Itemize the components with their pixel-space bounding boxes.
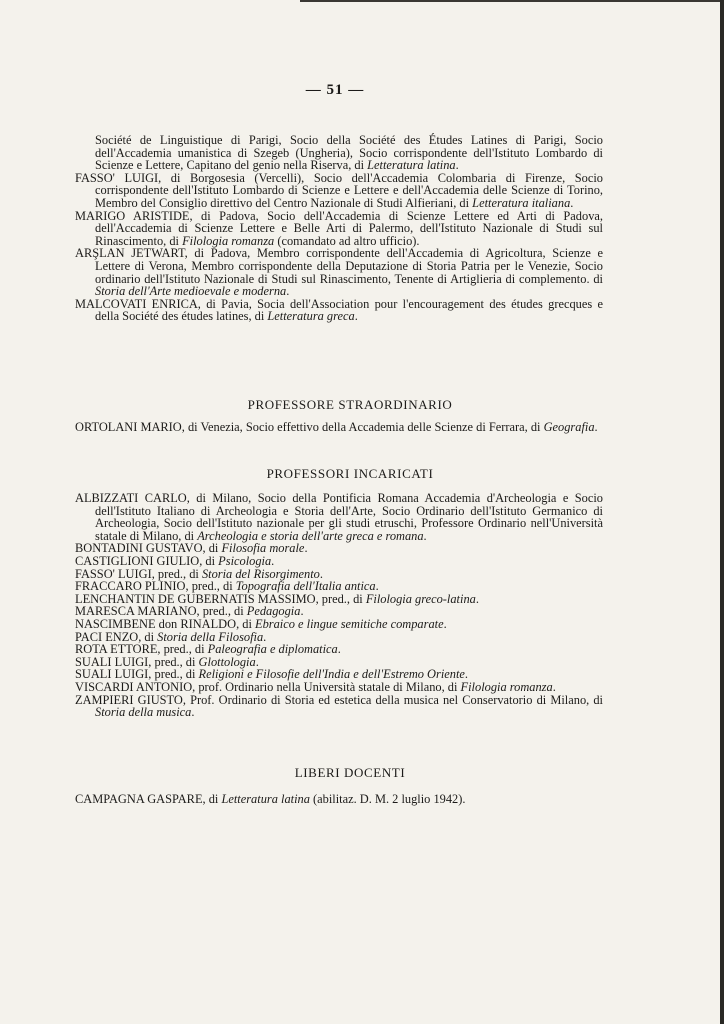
entry-arslan: ARŞLAN JETWART, di Padova, Membro corrispondente dell'Accademia di Agricoltura, Scienze e Lettere di Verona, Membro corrispondente della Deputazione di Storia Patria per le Venezie, Socio ordinario dell'Istituto Nazionale di Studi sul Rinascimento, Tenente di Artiglieria di complemento. di Storia dell'Arte medioevale e moderna.: [75, 246, 603, 299]
entry-nascimbene: NASCIMBENE don RINALDO, di Ebraico e lingue semitiche comparate.: [75, 616, 447, 631]
intro-section: [75, 134, 603, 323]
entry-malcovati: MALCOVATI ENRICA, di Pavia, Socia dell'Association pour l'encouragement des études grecques e della Société des études latines, di Letteratura greca.: [75, 296, 603, 324]
entry-viscardi: VISCARDI ANTONIO, prof. Ordinario nella Università statale di Milano, di Filologia romanza.: [75, 679, 556, 694]
entry-bontadini: BONTADINI GUSTAVO, di Filosofia morale.: [75, 541, 308, 556]
entry-fasso-pred: FASSO' LUIGI, pred., di Storia del Risorgimento.: [75, 566, 323, 581]
entry-zampieri: ZAMPIERI GIUSTO, Prof. Ordinario di Storia ed estetica della musica nel Conservatorio di Milano, di Storia della musica.: [75, 692, 603, 720]
page-number: — 51 —: [305, 82, 365, 98]
entry-fraccaro: FRACCARO PLINIO, pred., di Topografia dell'Italia antica.: [75, 579, 379, 594]
entry-paci: PACI ENZO, di Storia della Filosofia.: [75, 629, 267, 644]
entry-albizzati: ALBIZZATI CARLO, di Milano, Socio della Pontificia Romana Accademia d'Archeologia e Socio dell'Istituto Italiano di Archeologia e Storia dell'Arte, Socio Ordinario dell'Istituto Germanico di Archeologia, Socio dell'Istituto nazionale per gli studi etruschi, Professore Ordinario nell'Università statale di Milano, di Archeologia e storia dell'arte greca e romana.: [75, 491, 603, 543]
entry-marigo: MARIGO ARISTIDE, di Padova, Socio dell'Accademia di Scienze Lettere ed Arti di Padova, dell'Accademia di Scienze Lettere e Belle Arti di Palermo, dell'Istituto Nazionale di Studi sul Rinascimento, di Filologia romanza (comandato ad altro ufficio).: [75, 208, 603, 248]
entry-suali-glottologia: SUALI LUIGI, pred., di Glottologia.: [75, 654, 259, 669]
incaricati-section: [75, 492, 603, 719]
scan-right-edge: [720, 0, 724, 1024]
scan-top-edge: [300, 0, 724, 2]
entry-castiglioni: CASTIGLIONI GIULIO, di Psicologia.: [75, 553, 275, 568]
entry-fasso: FASSO' LUIGI, di Borgosesia (Vercelli), Socio dell'Accademia Colombaria di Firenze, Socio corrispondente dell'Istituto Lombardo di Scienze e Lettere e dell'Accademia delle Scienze di Torino, Membro del Consiglio direttivo del Centro Nazionale di Studi Alfieriani, di Letteratura italiana.: [75, 170, 603, 210]
section-heading-straordinario: PROFESSORE STRAORDINARIO: [247, 397, 453, 412]
entry-lenchantin: LENCHANTIN DE GUBERNATIS MASSIMO, pred., di Filologia greco-latina.: [75, 591, 479, 606]
entry-maresca: MARESCA MARIANO, pred., di Pedagogia.: [75, 604, 304, 619]
entry-suali-religioni: SUALI LUIGI, pred., di Religioni e Filosofie dell'India e dell'Estremo Oriente.: [75, 667, 469, 682]
straordinario-section: [75, 421, 603, 434]
section-heading-incaricati: PROFESSORI INCARICATI: [266, 466, 434, 481]
entry-rota: ROTA ETTORE, pred., di Paleografia e diplomatica.: [75, 642, 341, 657]
entry-campagna: CAMPAGNA GASPARE, di Letteratura latina (abilitaz. D. M. 2 luglio 1942).: [75, 792, 466, 806]
entry-ortolani: ORTOLANI MARIO, di Venezia, Socio effettivo della Accademia delle Scienze di Ferrara, di Geografia.: [75, 420, 598, 434]
section-heading-liberi: LIBERI DOCENTI: [294, 765, 406, 780]
entry-continuation: Société de Linguistique di Parigi, Socio della Société des Études Latines di Parigi, Socio dell'Accademia umanistica di Szegeb (Ungheria), Socio corrispondente dell'Istituto Lombardo di Scienze e Lettere, Capitano del genio nella Riserva, di Letteratura latina.: [95, 133, 603, 173]
liberi-section: [75, 793, 603, 806]
